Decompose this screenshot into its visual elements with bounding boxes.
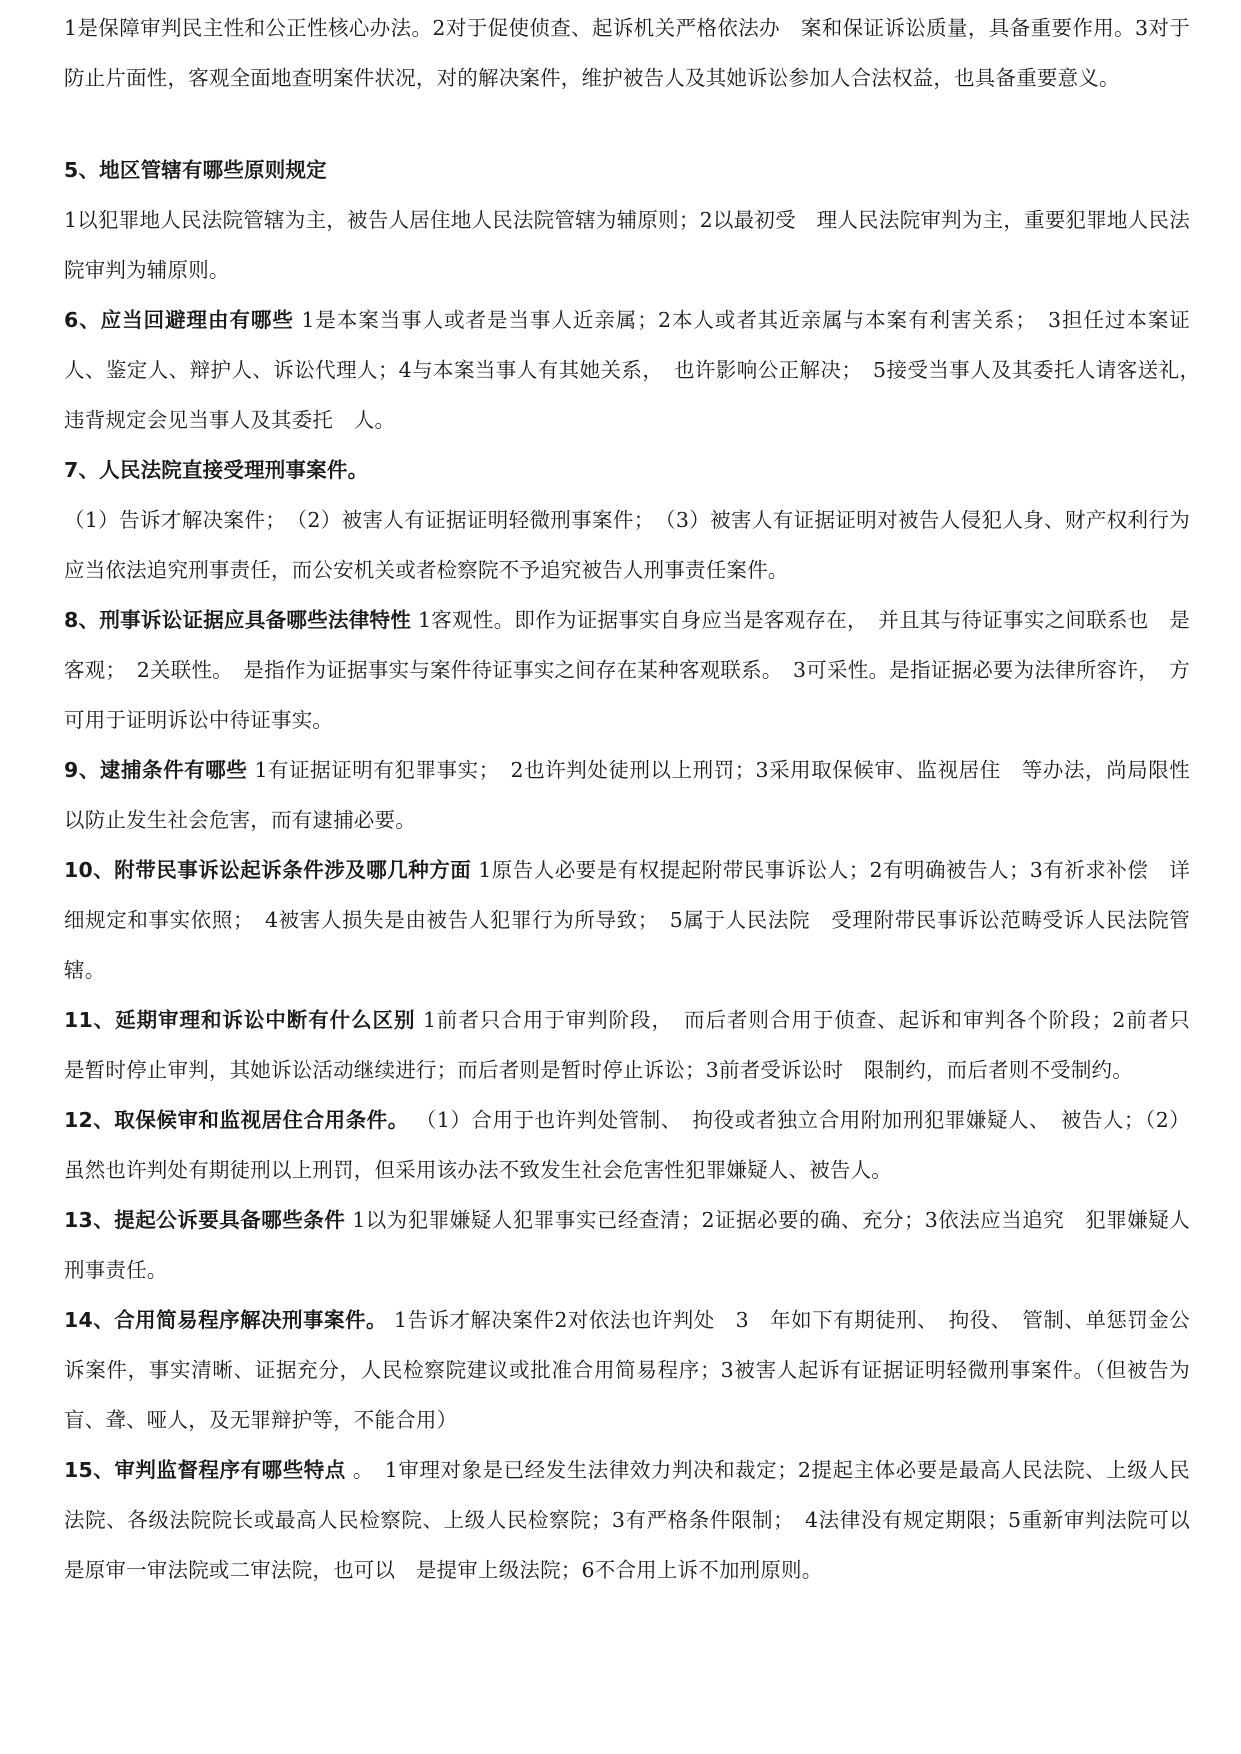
section-body: 1前者只合用于审判阶段， 而后者则合用于侦查、起诉和审判各个阶段；2前者只 是暂时停止审判，其她诉讼活动继续进行；而后者则是暂时停止诉讼；3前者受诉讼时 限制约，而后者则不受制约。 [64,1008,1211,1082]
section-13 [64,1195,1190,1295]
section-6 [64,295,1211,445]
section-body: 1是本案当事人或者是当事人近亲属；2本人或者其近亲属与本案有利害关系； 3担任过本案证人、鉴定人、辩护人、诉讼代理人；4与本案当事人有其她关系， 也许影响公正解决； 5接受当事人及其委托人请客送礼， 违背规定会见当事人及其委托 人。 [64,308,1211,432]
section-body: 1有证据证明有犯罪事实； 2也许判处徒刑以上刑罚；3采用取保候审、监视居住 等办法，尚局限性以防止发生社会危害，而有逮捕必要。 [64,758,1191,832]
section-title: 7、人民法院直接受理刑事案件。 [64,458,369,482]
section-title: 5、地区管辖有哪些原则规定 [64,158,327,182]
section-title: 10、附带民事诉讼起诉条件涉及哪几种方面 [64,858,472,882]
section-9 [64,745,1190,845]
section-body: 1以为犯罪嫌疑人犯罪事实已经查清；2证据必要的确、充分；3依法应当追究 犯罪嫌疑人刑事责任。 [64,1208,1191,1282]
section-5-body: 1以犯罪地人民法院管辖为主，被告人居住地人民法院管辖为辅原则；2以最初受 理人民法院审判为主，重要犯罪地人民法院审判为辅原则。 [64,208,1190,282]
section-5-heading [64,145,1190,195]
section-title: 8、刑事诉讼证据应具备哪些法律特性 [64,608,412,632]
paragraph-gap [64,103,1190,145]
section-body: 1告诉才解决案件2对依法也许判处 3 年如下有期徒刑、 拘役、 管制、单惩罚金公诉案件，事实清晰、证据充分，人民检察院建议或批准合用简易程序；3被害人起诉有证据证明轻微刑事案件。（但被告为盲、聋、哑人，及无罪辩护等，不能合用） [64,1308,1190,1432]
section-body: 。 1审理对象是已经发生法律效力判决和裁定；2提起主体必要是最高人民法院、上级人民法院、各级法院院长或最高人民检察院、上级人民检察院；3有严格条件限制； 4法律没有规定期限；5重新审判法院可以是原审一审法院或二审法院，也可以 是提审上级法院；6不合用上诉不加刑原则。 [64,1458,1190,1582]
section-7-body: （1）告诉才解决案件； （2）被害人有证据证明轻微刑事案件； （3）被害人有证据证明对被告人侵犯人身、财产权利行为应当依法追究刑事责任，而公安机关或者检察院不予追究被告人刑事责任案件。 [64,508,1190,582]
section-11 [64,995,1211,1095]
section-body: （1）合用于也许判处管制、 拘役或者独立合用附加刑犯罪嫌疑人、 被告人；（2）虽然也许判处有期徒刑以上刑罚，但采用该办法不致发生社会危害性犯罪嫌疑人、被告人。 [64,1108,1191,1182]
section-title: 14、合用简易程序解决刑事案件。 [64,1308,387,1332]
section-14 [64,1295,1190,1445]
section-title: 11、延期审理和诉讼中断有什么区别 [64,1008,416,1032]
section-title: 6、应当回避理由有哪些 [64,308,294,332]
intro-paragraph: 1是保障审判民主性和公正性核心办法。2对于促使侦查、起诉机关严格依法办 案和保证诉讼质量，具备重要作用。3对于防止片面性，客观全面地查明案件状况，对的解决案件，维护被告人及其她诉讼参加人合法权益，也具备重要意义。 [64,16,1190,90]
section-title: 12、取保候审和监视居住合用条件。 [64,1108,409,1132]
section-7-heading [64,445,1190,495]
section-12 [64,1095,1190,1195]
section-8 [64,595,1190,745]
section-title: 15、审判监督程序有哪些特点 [64,1458,346,1482]
section-title: 13、提起公诉要具备哪些条件 [64,1208,346,1232]
section-title: 9、逮捕条件有哪些 [64,758,248,782]
section-10 [64,845,1190,995]
section-15 [64,1445,1190,1595]
section-body: 1客观性。即作为证据事实自身应当是客观存在， 并且其与待证事实之间联系也 是客观； 2关联性。 是指作为证据事实与案件待证事实之间存在某种客观联系。 3可采性。是指证据必要为法律所容许， 方可用于证明诉讼中待证事实。 [64,608,1191,732]
section-body: 1原告人必要是有权提起附带民事诉讼人；2有明确被告人；3有祈求补偿 详细规定和事实依照； 4被害人损失是由被告人犯罪行为所导致； 5属于人民法院 受理附带民事诉讼范畴受诉人民法院管辖。 [64,858,1190,982]
document-page [64,0,1211,1595]
